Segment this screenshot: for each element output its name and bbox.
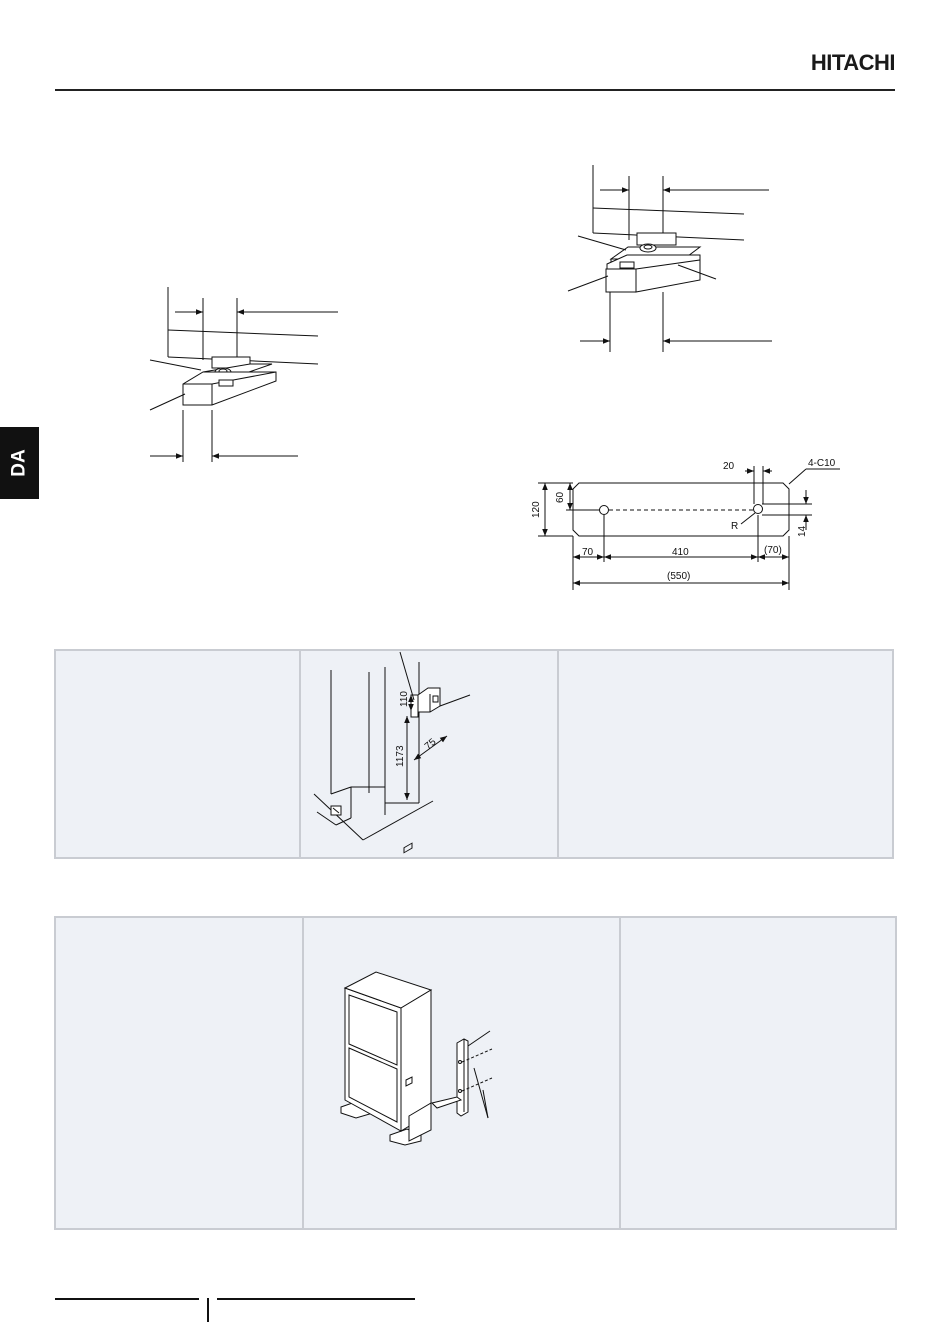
dim-1173-label: 1173 (395, 745, 406, 767)
outdoor-unit-drawing (341, 843, 492, 1145)
dim-60-label: 60 (555, 491, 566, 503)
wall-mount-drawing (314, 652, 470, 840)
radius-label: R (731, 521, 739, 532)
dim-14-label: 14 (797, 525, 808, 537)
language-tab-label: DA (8, 449, 30, 477)
hitachi-logo: HITACHI (810, 50, 895, 75)
holes-label: 4-C10 (808, 458, 836, 469)
dim-75-label: 75 (422, 736, 439, 753)
dim-70-ref-label: (70) (764, 545, 782, 556)
foot-detail-left (150, 287, 338, 462)
dim-70-label: 70 (582, 547, 594, 558)
footer-separator (207, 1298, 209, 1322)
foot-detail-right (568, 165, 772, 352)
footer-rule-right (217, 1298, 415, 1300)
dim-120-label: 120 (531, 501, 542, 518)
footer-rule-left (55, 1298, 199, 1300)
dim-550-label: (550) (667, 571, 691, 582)
dim-410-label: 410 (672, 547, 689, 558)
dim-20-label: 20 (723, 461, 735, 472)
dim-110-label: 110 (399, 691, 410, 707)
